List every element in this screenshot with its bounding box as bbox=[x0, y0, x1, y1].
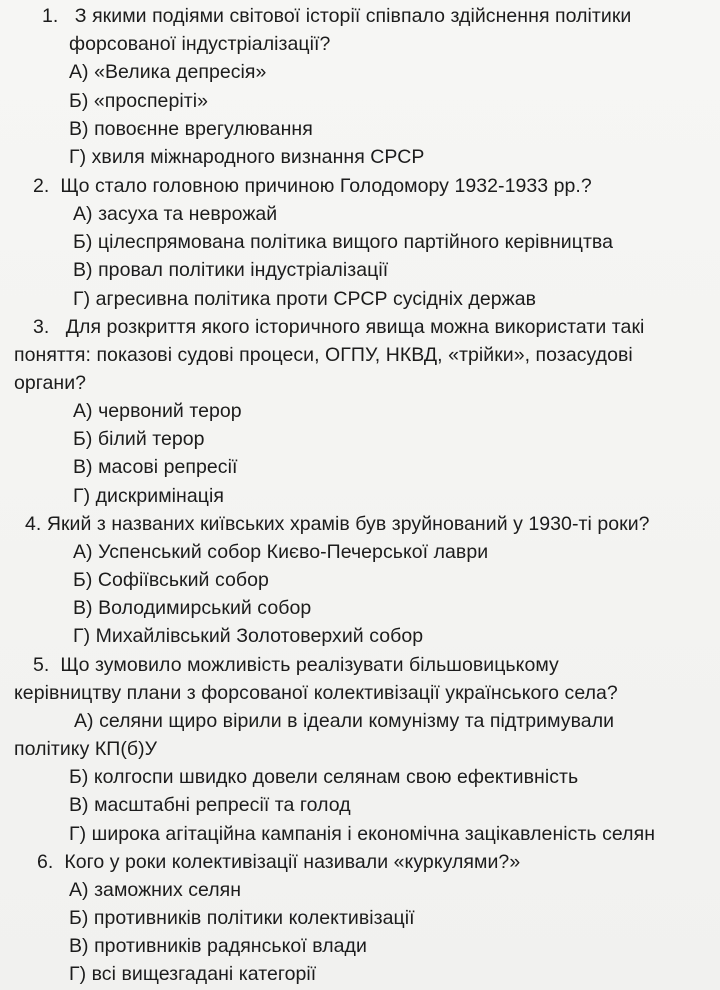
question-3-option-c: В) масові репресії bbox=[73, 456, 238, 478]
question-1-option-a: А) «Велика депресія» bbox=[69, 61, 267, 83]
question-3-line-2: поняття: показові судові процеси, ОГПУ, НКВД, «трійки», позасудові bbox=[14, 344, 633, 366]
question-1-option-c: В) повоєнне врегулювання bbox=[69, 118, 313, 140]
question-2-option-a: А) засуха та неврожай bbox=[73, 203, 278, 225]
question-1-number: 1. bbox=[42, 5, 59, 27]
question-6-option-c: В) противників радянської влади bbox=[69, 935, 367, 957]
question-4-option-a: А) Успенський собор Києво-Печерської лаври bbox=[73, 541, 489, 563]
question-6-option-d: Г) всі вищезгадані категорії bbox=[69, 963, 317, 985]
question-1-line-2: форсованої індустріалізації? bbox=[69, 33, 331, 55]
question-4-option-b: Б) Софіївський собор bbox=[73, 569, 269, 591]
question-5-number: 5. bbox=[33, 654, 50, 676]
question-4-option-c: В) Володимирський собор bbox=[73, 597, 312, 619]
question-4-number: 4. bbox=[25, 513, 42, 535]
question-6-option-a: А) заможних селян bbox=[69, 879, 242, 901]
question-2-option-d: Г) агресивна політика проти СРСР сусідніх держав bbox=[73, 288, 537, 310]
question-5-option-b: Б) колгоспи швидко довели селянам свою ефективність bbox=[69, 766, 579, 788]
question-6-line-1: Кого у роки колективізації називали «куркулями?» bbox=[64, 851, 521, 873]
question-2-text bbox=[33, 172, 720, 200]
question-2-option-b: Б) цілеспрямована політика вищого партійного керівництва bbox=[73, 231, 614, 253]
question-6-text bbox=[37, 848, 720, 876]
question-1-option-b: Б) «просперіті» bbox=[69, 90, 208, 112]
question-1-text bbox=[42, 2, 720, 30]
question-3-number: 3. bbox=[33, 316, 50, 338]
question-3-option-a: А) червоний терор bbox=[73, 400, 242, 422]
question-1-line-1: З якими подіями світової історії співпало здійснення політики bbox=[74, 5, 632, 27]
question-3-option-d: Г) дискримінація bbox=[73, 485, 224, 507]
question-1-option-d: Г) хвиля міжнародного визнання СРСР bbox=[69, 146, 425, 168]
question-4-option-d: Г) Михайлівський Золотоверхий собор bbox=[73, 625, 424, 647]
question-5-text bbox=[33, 651, 720, 679]
question-2-option-c: В) провал політики індустріалізації bbox=[73, 259, 389, 281]
question-3-line-3: органи? bbox=[14, 372, 87, 394]
question-6-option-b: Б) противників політики колективізації bbox=[69, 907, 415, 929]
question-3-text bbox=[33, 313, 720, 341]
question-6-number: 6. bbox=[37, 851, 54, 873]
question-5-option-a-cont: політику КП(б)У bbox=[14, 738, 158, 760]
question-4-text bbox=[25, 510, 720, 538]
question-3-option-b: Б) білий терор bbox=[73, 428, 205, 450]
question-5-option-a: А) селяни щиро вірили в ідеали комунізму та підтримували bbox=[74, 710, 615, 732]
question-5-option-d: Г) широка агітаційна кампанія і економічна зацікавленість селян bbox=[69, 823, 656, 845]
question-2-number: 2. bbox=[33, 175, 50, 197]
question-5-line-1: Що зумовило можливість реалізувати більшовицькому bbox=[60, 654, 559, 676]
question-5-option-c: В) масштабні репресії та голод bbox=[69, 794, 351, 816]
question-5-line-2: керівництву плани з форсованої колективізації українського села? bbox=[14, 682, 618, 704]
question-4-line-1: Який з названих київських храмів був зруйнований у 1930-ті роки? bbox=[46, 513, 650, 535]
question-3-line-1: Для розкриття якого історичного явища можна використати такі bbox=[65, 316, 645, 338]
question-2-line-1: Що стало головною причиною Голодомору 1932-1933 рр.? bbox=[60, 175, 592, 197]
